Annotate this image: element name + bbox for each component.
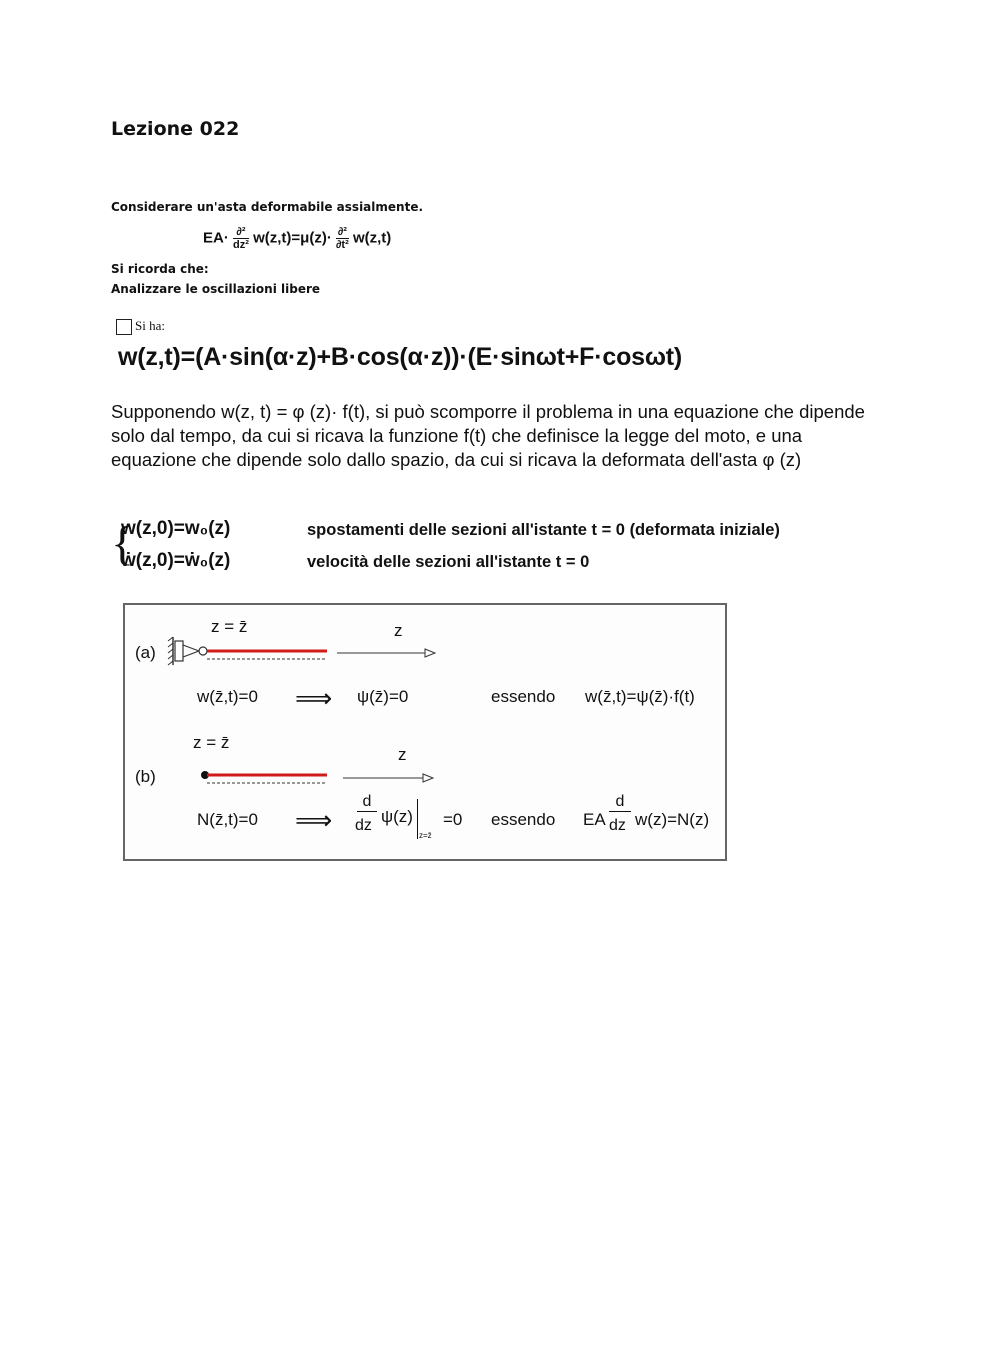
boundary-conditions-figure	[123, 603, 727, 861]
case-b-rel-den: dz	[609, 817, 626, 834]
case-b-frac-den: dz	[355, 817, 372, 834]
wave-equation	[203, 226, 391, 251]
velocity-description: velocità delle sezioni all'istante t = 0	[307, 553, 590, 571]
case-a-relation: w(z̄,t)=ψ(z̄)·f(t)	[585, 687, 695, 706]
page-title: Lezione 022	[111, 118, 240, 140]
case-b-psi: ψ(z)	[381, 807, 413, 826]
case-b-eval-sub: z=z̄	[419, 831, 432, 840]
case-b-label: (b)	[135, 767, 156, 786]
eq1-middle: w(z,t)=μ(z)·	[253, 229, 332, 247]
si-ha-label: Si ha:	[135, 318, 165, 333]
case-a-implies-icon: ⟹	[295, 683, 333, 713]
case-b-beam-drawing	[199, 763, 439, 787]
case-b-eval-bar	[417, 799, 418, 839]
brace-icon: {	[111, 517, 135, 570]
case-b-implies-icon: ⟹	[295, 805, 333, 835]
eq1-lhs-num: ∂²	[233, 226, 249, 239]
eq1-rhs-fn: w(z,t)	[352, 229, 392, 247]
case-b-frac-num: d	[357, 793, 377, 812]
displacement-description: spostamenti delle sezioni all'istante t = 0 (deformata iniziale)	[307, 521, 780, 539]
initial-condition-velocity: ẇ(z,0)=ẇ₀(z)	[121, 550, 231, 571]
eq1-lhs-den: dz²	[233, 239, 249, 251]
analyze-text: Analizzare le oscillazioni libere	[111, 282, 321, 296]
case-b-rel-fn: w(z)=N(z)	[635, 810, 710, 829]
solution-equation: w(z,t)=(A·sin(α·z)+B·cos(α·z))·(E·sinωt+F·cosωt)	[118, 343, 683, 371]
case-b-zbar: z = z̄	[193, 733, 230, 752]
eq1-rhs-den: ∂t²	[336, 239, 349, 251]
eq1-rhs-num: ∂²	[337, 226, 347, 238]
case-b-eq0: =0	[443, 810, 463, 829]
case-b-axis-label: z	[398, 745, 407, 764]
eq1-coef: EA·	[203, 229, 229, 247]
case-a-result: ψ(z̄)=0	[357, 687, 409, 706]
body-paragraph: Supponendo w(z, t) = φ (z)· f(t), si può scomporre il problema in una equazione che dipende solo dal tempo, da cui si ricava la funzione f(t) che definisce la legge del moto, e una equazione che dipende solo dallo spazio, da cui si ricava la deformata dell'asta φ (z)	[111, 401, 865, 470]
case-a-zbar: z = z̄	[211, 617, 248, 636]
case-b-rel-num: d	[609, 793, 631, 812]
checkbox-icon	[116, 319, 132, 335]
fixed-support-icon	[168, 637, 207, 665]
initial-condition-displacement: w(z,0)=w₀(z)	[121, 518, 231, 539]
case-a-axis-label: z	[394, 621, 403, 640]
intro-text: Considerare un'asta deformabile assialmente.	[111, 200, 424, 214]
case-b-condition: N(z̄,t)=0	[197, 810, 258, 829]
case-b-essendo: essendo	[491, 810, 556, 829]
case-a-beam-drawing	[167, 633, 437, 669]
eq1-rhs-fraction	[336, 226, 349, 251]
eq1-lhs-fraction	[233, 226, 249, 251]
case-b-ea: EA	[583, 810, 606, 829]
case-a-label: (a)	[135, 643, 156, 662]
remember-text: Si ricorda che:	[111, 262, 209, 276]
case-a-condition: w(z̄,t)=0	[197, 687, 258, 706]
case-a-essendo: essendo	[491, 687, 556, 706]
